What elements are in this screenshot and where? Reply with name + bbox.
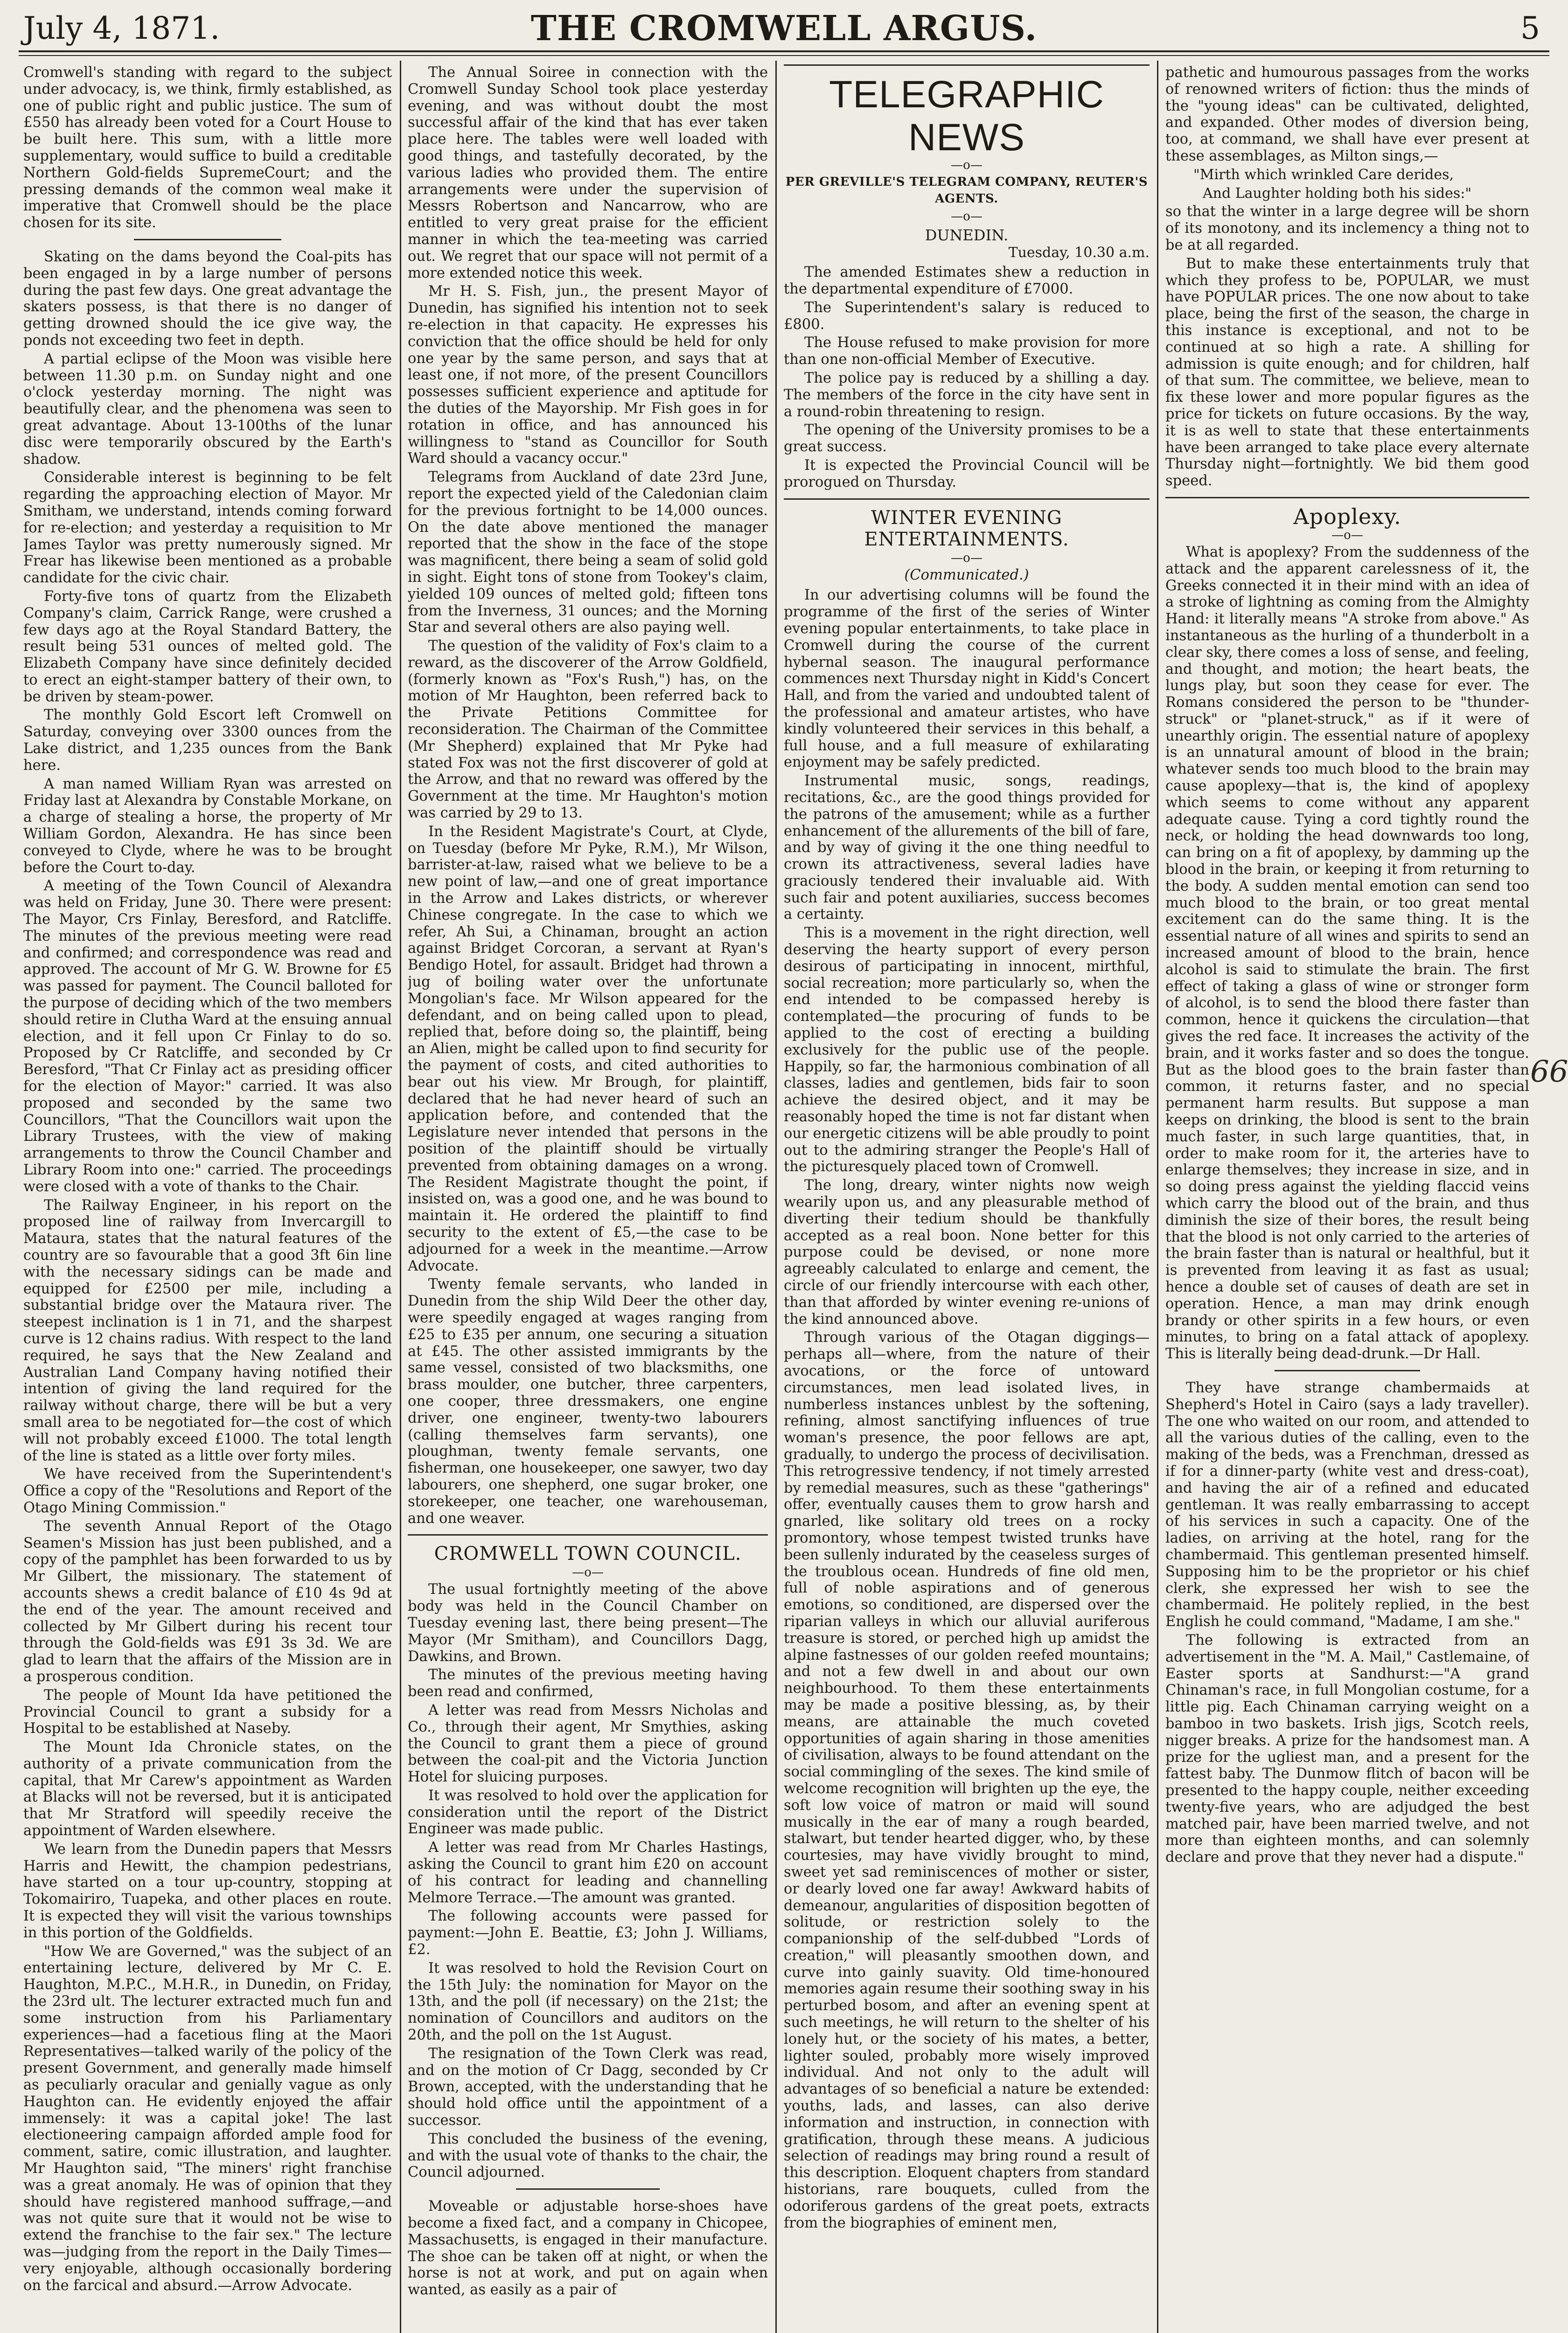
article-paragraph: The long, dreary, winter nights now weigh wearily upon us, and any pleasurable method of diverting their tedium should be thankfully accepted as a real boon. None better for this purpose could be devised, or none more agreeably calculated to enlarge and cement, the circle of our friendly intercourse with each other, than that afforded by winter evening re-unions of the kind announced above. bbox=[784, 1177, 1150, 1327]
masthead bbox=[0, 0, 1568, 51]
article-paragraph: The minutes of the previous meeting having been read and confirmed, bbox=[408, 1667, 768, 1700]
section-divider bbox=[784, 64, 1150, 66]
article-paragraph: Cromwell's standing with regard to the subject under advocacy, is, we think, firmly established, as one of public right and public justice. The sum of £550 has already been voted for a Court House to be built here. This sum, with a little more supplementary, would suffice to build a creditable Northern Gold-fields SupremeCourt; and the pressing demands of the common weal make it imperative that Cromwell should be the place chosen for its site. bbox=[23, 64, 392, 231]
page-number: 5 bbox=[1520, 10, 1540, 46]
column-rule bbox=[1157, 61, 1158, 2333]
section-divider bbox=[516, 2188, 660, 2190]
section-divider bbox=[408, 1534, 768, 1536]
section-divider bbox=[784, 498, 1150, 500]
dateline-city: DUNEDIN. bbox=[925, 226, 1009, 244]
ornament: —o— bbox=[951, 158, 983, 172]
article-paragraph: Telegrams from Auckland of date 23rd June, report the expected yield of the Caledonian claim for the previous fortnight to be 14,000 ounces. On the date above mentioned the manager reported that the show in the face of the stope was magnificent, there being a seam of solid gold in sight. Eight tons of stone from Tookey's claim, yielded 109 ounces of melted gold; fifteen tons from the Inverness, 31 ounces; and the Morning Star and several others are also paying well. bbox=[408, 469, 768, 636]
apoplexy-headline: Apoplexy. bbox=[1293, 503, 1401, 529]
article-paragraph: The seventh Annual Report of the Otago Seamen's Mission has just been published, and a copy of the pamphlet has been forwarded to us by Mr Gilbert, the missionary. The statement of accounts shews a credit balance of £10 4s 9d at the end of the year. The amount received and collected by Mr Gilbert during his recent tour through the Gold-fields was £91 3s 3d. We are glad to learn that the affairs of the Mission are in a prosperous condition. bbox=[23, 1518, 392, 1685]
council-headline: CROMWELL TOWN COUNCIL. bbox=[434, 1543, 742, 1565]
column-3 bbox=[784, 64, 1150, 2333]
article-paragraph: Instrumental music, songs, readings, recitations, &c., are the good things provided for the patrons of the amusement; while as a further enhancement of the allurements of the bill of fare, and by way of giving it the one thing needful to crown its attractiveness, several ladies have graciously tendered their invaluable aid. With such fair and potent auxiliaries, success becomes a certainty. bbox=[784, 773, 1150, 923]
newspaper-title: THE CROMWELL ARGUS. bbox=[530, 8, 1038, 49]
article-paragraph: The following is extracted from an advertisement in the "M. A. Mail," Castlemaine, of Easter sports at Sandhurst:—"A grand Chinaman's race, in full Mongolian costume, for a little pig. Each Chinaman carrying weight on a bamboo in two baskets. Irish jigs, Scotch reels, nigger breaks. A prize for the handsomest man. A prize for the ugliest man, and a present for the fattest baby. The Dunmow flitch of bacon will be presented to the happy couple, neither exceeding twenty-five years, who are adjudged the best matched pair, have been married twelve, and not more than eighteen months, and can solemnly declare and prove that they never had a dispute." bbox=[1165, 1632, 1529, 1866]
column-4 bbox=[1165, 64, 1529, 2333]
article-paragraph: We learn from the Dunedin papers that Messrs Harris and Hewitt, the champion pedestrians, have started on a tour up-country, stopping at Tokomairiro, Tuapeka, and other places en route. It is expected they will visit the various townships in this portion of the Goldfields. bbox=[23, 1841, 392, 1941]
article-paragraph: The following accounts were passed for payment:—John E. Beattie, £3; John J. Williams, £2. bbox=[408, 1908, 768, 1958]
article-paragraph: Considerable interest is beginning to be felt regarding the approaching election of Mayor. Mr Smitham, we understand, intends coming forward for re-election; and yesterday a requisition to Mr James Taylor was pretty numerously signed. Mr Frear has likewise been mentioned as a probable candidate for the civic chair. bbox=[23, 469, 392, 587]
telegram-item: The police pay is reduced by a shilling a day. The members of the force in the city have sent in a round-robin threatening to resign. bbox=[784, 370, 1150, 420]
article-paragraph: A letter was read from Messrs Nicholas and Co., through their agent, Mr Smythies, asking the Council to grant them a piece of ground between the coal-pit and the Victoria Junction Hotel for sluicing purposes. bbox=[408, 1702, 768, 1786]
telegraphic-news-headline: TELEGRAPHIC NEWS bbox=[829, 73, 1104, 159]
section-divider bbox=[1275, 1370, 1420, 1371]
telegram-item: The opening of the University promises to be a great success. bbox=[784, 422, 1150, 455]
ornament: —o— bbox=[572, 1565, 604, 1580]
article-paragraph: The question of the validity of Fox's claim to a reward, as the discoverer of the Arrow Goldfield, (formerly known as "Fox's Rush,") has, on the motion of Mr Haughton, been referred back to the Private Petitions Committee for reconsideration. The Chairman of the Committee (Mr Shepherd) explained that Mr Pyke had stated Fox was not the first discoverer of gold at the Arrow, and that no reward was offered by the Government at the time. Mr Haughton's motion was carried by 29 to 13. bbox=[408, 638, 768, 822]
article-paragraph: They have strange chambermaids at Shepherd's Hotel in Cairo (says a lady traveller). The one who waited on our room, and attended to all the various duties of the calling, even to the making of the beds, was a Frenchman, dressed as if for a dinner-party (white vest and dress-coat), and having the air of a refined and educated gentleman. It was really embarrassing to accept of his services in such a capacity. One of the ladies, on arriving at the hotel, rang for the chambermaid. This gentleman presented himself. Supposing him to be the proprietor or his chief clerk, she expressed her wish to see the chambermaid. He politely replied, in the best English he could command, "Madame, I am she." bbox=[1165, 1379, 1529, 1630]
article-paragraph: The resignation of the Town Clerk was read, and on the motion of Cr Dagg, seconded by Cr Brown, accepted, with the understanding that he should hold office until the appointment of a successor. bbox=[408, 2045, 768, 2129]
article-paragraph: Forty-five tons of quartz from the Elizabeth Company's claim, Carrick Range, were crushed a few days ago at the Royal Standard Battery, the result being 531 ounces of melted gold. The Elizabeth Company have since definitely decided to erect an eight-stamper battery of their own, to be driven by steam-power. bbox=[23, 588, 392, 705]
article-paragraph: A man named William Ryan was arrested on Friday last at Alexandra by Constable Morkane, on a charge of stealing a horse, the property of Mr William Gordon, Alexandra. He has since been conveyed to Clyde, where he was to be brought before the Court to-day. bbox=[23, 775, 392, 876]
column-2 bbox=[408, 64, 768, 2333]
column-rule bbox=[400, 61, 401, 2333]
section-divider bbox=[134, 239, 281, 240]
article-paragraph: Twenty female servants, who landed in Dunedin from the ship Wild Deer the other day, were speedily engaged at wages ranging from £25 to £35 per annum, one securing a situation at £45. The other assisted immigrants by the same vessel, consisted of two blacksmiths, one brass moulder, one butcher, three carpenters, one cooper, three dressmakers, one engine driver, one engineer, twenty-two labourers (calling themselves farm servants), one ploughman, twenty female servants, one fisherman, one housekeeper, one sawyer, two day labourers, one shepherd, one sugar broker, one storekeeper, one teacher, one warehouseman, and one weaver. bbox=[408, 1276, 768, 1527]
article-paragraph: But to make these entertainments truly that which they profess to be, POPULAR, we must have POPULAR prices. The one now about to take place, being the first of the season, the charge in this instance is exceptional, and not to be continued at so high a rate. A shilling for admission is quite enough; and for children, half of that sum. The committee, we believe, mean to fix these lower and more popular figures as the price for tickets on future occasions. By the way, it is as well to state that these entertainments have been arranged to take place every alternate Thursday night—fortnightly. We bid them good speed. bbox=[1165, 255, 1529, 489]
quoted-verse: And Laughter holding both his sides:" bbox=[1203, 185, 1472, 202]
masthead-rule-thin bbox=[19, 55, 1549, 56]
telegraphic-subheading: PER GREVILLE'S TELEGRAM COMPANY, REUTER'S AGENTS. bbox=[785, 175, 1148, 206]
masthead-rule bbox=[19, 50, 1549, 52]
article-paragraph: pathetic and humourous passages from the works of renowned writers of fiction: thus the minds of the "young ideas" can be cultivated, delighted, and expanded. Other modes of diversion being, too, at command, we shall have ever present at these assemblages, as Milton sings,— bbox=[1165, 64, 1529, 164]
ornament: —o— bbox=[951, 551, 983, 565]
article-paragraph: The Annual Soiree in connection with the Cromwell Sunday School took place yesterday evening, and was without doubt the most successful affair of the kind that has ever taken place here. The tables were well loaded with good things, and tastefully decorated, by the various ladies who provided them. The entire arrangements were under the supervision of Messrs Robertson and Nancarrow, who are entitled to very great praise for the efficient manner in which the tea-meeting was carried out. We regret that our space will not permit of a more extended notice this week. bbox=[408, 64, 768, 281]
article-paragraph: A partial eclipse of the Moon was visible here between 11.30 p.m. on Sunday night and one o'clock yesterday morning. The night was beautifully clear, and the phenomena was seen to great advantage. About 13-100ths of the lunar disc were temporarily obscured by the Earth's shadow. bbox=[23, 350, 392, 468]
telegram-item: The amended Estimates shew a reduction in the departmental expenditure of £7000. bbox=[784, 264, 1150, 297]
ornament: —o— bbox=[1331, 528, 1363, 542]
article-paragraph: What is apoplexy? From the suddenness of the attack and the apparent carelessness of it, the Greeks connected it in their mind with an idea of a stroke of lightning as coming from the Almighty Hand: it literally means "A stroke from above." As instantaneous as the hurling of a thunderbolt in a clear sky, there comes a loss of sense, and feeling, and thought, and motion; the heart beats, the lungs play, but soon they cease for ever. The Romans considered the person to be "thunder-struck" or "planet-struck," as if it were of unearthly origin. The essential nature of apoplexy is an unnatural amount of blood in the brain; whatever sends too much blood to the brain may cause apoplexy—that is, the kind of apoplexy which seems to come without any apparent adequate cause. Tying a cord tightly round the neck, or holding the head downwards too long, can bring on a fit of apoplexy, by damming up the blood in the brain, or keeping it from returning to the body. A sudden mental emotion can send too much blood to the brain, or too great mental excitement can do the same thing. It is the essential nature of all wines and spirits to send an increased amount of blood to the brain, hence alcohol is said to stimulate the brain. The first effect of taking a glass of wine or stronger form of alcohol, is to send the blood there faster than common, hence it quickens the circulation—that gives the red face. It increases the activity of the brain, and it works faster and so does the tongue. But as the blood goes to the brain faster than common, it returns faster, and no special permanent harm results. But suppose a man keeps on drinking, the blood is sent to the brain much faster, in such large quantities, that, in order to make room for it, the arteries have to enlarge themselves; they increase in size, and in so doing press against the yielding flaccid veins which carry the blood out of the brain, and thus diminish the size of their bores, the result being that the blood is not only carried to the arteries of the brain faster than is natural or healthful, but it is prevented from leaving it as fast as usual; hence a double set of causes of death are set in operation. Hence, a man may drink enough brandy or other spirits in a few hours, or even minutes, to bring on a fatal attack of apoplexy. This is literally being dead-drunk.—Dr Hall. bbox=[1165, 544, 1529, 1362]
handwritten-margin-note: 66 bbox=[1530, 1055, 1568, 1089]
article-paragraph: This concluded the business of the evening, and with the usual vote of thanks to the chair, the Council adjourned. bbox=[408, 2130, 768, 2181]
telegram-item: It is expected the Provincial Council will be prorogued on Thursday. bbox=[784, 457, 1150, 490]
article-paragraph: The Mount Ida Chronicle states, on the authority of a private communication from the capital, that Mr Carew's appointment as Warden at Blacks will not be reversed, but it is anticipated that Mr Stratford will speedily receive the appointment of Warden elsewhere. bbox=[23, 1739, 392, 1839]
article-paragraph: It was resolved to hold the Revision Court on the 15th July: the nomination for Mayor on the 13th, and the poll (if necessary) on the 21st; the nomination of Councillors and auditors on the 20th, and the poll on the 1st August. bbox=[408, 1960, 768, 2044]
communicated-label: (Communicated.) bbox=[904, 566, 1029, 583]
article-paragraph: This is a movement in the right direction, well deserving the hearty support of every person desirous of participating in innocent, mirthful, social recreation; more particularly so, when the end intended to be compassed hereby is contemplated—the procuring of funds to be applied to the cost of erecting a building exclusively for the public use of the people. Happily, so far, the harmonious combination of all classes, ladies and gentlemen, bids fair to soon achieve the desired object, and it may be reasonably hoped the time is not far distant when our energetic citizens will be able proudly to point out to the admiring stranger the People's Hall of the picturesquely placed town of Cromwell. bbox=[784, 925, 1150, 1175]
telegram-item: The House refused to make provision for more than one non-official Member of Executive. bbox=[784, 335, 1150, 368]
article-paragraph: A meeting of the Town Council of Alexandra was held on Friday, June 30. There were present: The Mayor, Crs Finlay, Beresford, and Ratcliffe. The minutes of the previous meeting were read and confirmed; and correspondence was read and approved. The account of Mr G. W. Browne for £5 was passed for payment. The Council balloted for the purpose of deciding which of the two members should retire in Clutha Ward at the ensuing annual election, and it fell upon Cr Finlay to do so. Proposed by Cr Ratcliffe, and seconded by Cr Beresford, "That Cr Finlay act as presiding officer for the election of Mayor:" carried. It was also proposed and seconded by the same two Councillors, "That the Councillors wait upon the Library Trustees, with the view of making arrangements to throw the Council Chamber and Library Room into one:" carried. The proceedings were closed with a vote of thanks to the Chair. bbox=[23, 878, 392, 1195]
winter-entertainments-headline: WINTER EVENING ENTERTAINMENTS. bbox=[864, 507, 1069, 550]
article-paragraph: Moveable or adjustable horse-shoes have become a fixed fact, and a company in Chicopee, Massachusetts, is engaged in their manufacture. The shoe can be taken off at night, or when the horse is not at work, and put on again when wanted, as easily as a pair of bbox=[408, 2198, 768, 2298]
article-paragraph: Mr H. S. Fish, jun., the present Mayor of Dunedin, has signified his intention not to seek re-election in that capacity. He expresses his conviction that the office should be held for only one year by the same person, and says that at least one, if not more, of the present Councillors possesses sufficient experience and aptitude for the duties of the Mayorship. Mr Fish goes in for rotation in office, and has announced his willingness to "stand as Councillor for South Ward should a vacancy occur." bbox=[408, 283, 768, 467]
telegram-item: The Superintendent's salary is reduced to £800. bbox=[784, 299, 1150, 333]
article-paragraph: In our advertising columns will be found the programme of the first of the series of Winter evening popular entertainments, to take place in Cromwell during the course of the current hybernal season. The inaugural performance commences next Thursday night in Kidd's Concert Hall, and from the varied and undoubted talent of the professional and amateur artistes, who have kindly volunteered their services in this behalf, a full house, and a full measure of exhilarating enjoyment may be safely predicted. bbox=[784, 587, 1150, 771]
article-paragraph: The usual fortnightly meeting of the above body was held in the Council Chamber on Tuesday evening last, there being present—The Mayor (Mr Smitham), and Councillors Dagg, Dawkins, and Brown. bbox=[408, 1581, 768, 1665]
article-paragraph: so that the winter in a large degree will be shorn of its monotony, and its inclemency a thing not to be at all regarded. bbox=[1165, 203, 1529, 253]
article-paragraph: The monthly Gold Escort left Cromwell on Saturday, conveying over 3300 ounces from the Lake district, and 1,235 ounces from the Bank here. bbox=[23, 707, 392, 774]
article-paragraph: Skating on the dams beyond the Coal-pits has been engaged in by a large number of persons during the past few days. One great advantage the skaters possess, is that there is no danger of getting drowned should the ice give way, the ponds not exceeding two feet in depth. bbox=[23, 248, 392, 349]
quoted-verse: "Mirth which wrinkled Care derides, bbox=[1193, 166, 1454, 183]
ornament: —o— bbox=[951, 209, 983, 224]
article-paragraph: It was resolved to hold over the application for consideration until the report of the District Engineer was made public. bbox=[408, 1787, 768, 1837]
column-1 bbox=[23, 64, 392, 2333]
column-rule bbox=[775, 61, 777, 2333]
article-paragraph: "How We are Governed," was the subject of an entertaining lecture, delivered by Mr C. E. Haughton, M.P.C., M.H.R., in Dunedin, on Friday, the 23rd ult. The lecturer extracted much fun and some instruction from his Parliamentary experiences—had a facetious fling at the Maori Representatives—talked warily of the policy of the present Government, and generally made himself as peculiarly oracular and genially vague as only Haughton can. He evidently enjoyed the affair immensely: it was a capital joke! The last electioneering campaign afforded ample food for comment, satire, comic illustration, and laughter. Mr Haughton said, "The miners' right franchise was a great anomaly. He was of opinion that they should have registered manhood suffrage,—and was not quite sure that it would not be wise to extend the franchise to the fair sex." The lecture was—judging from the report in the Daily Times—very enjoyable, although occasionally bordering on the farcical and absurd.—Arrow Advocate. bbox=[23, 1943, 392, 2294]
article-paragraph: In the Resident Magistrate's Court, at Clyde, on Tuesday (before Mr Pyke, R.M.), Mr Wilson, barrister-at-law, raised what we believe to be a new point of law,—and one of great importance in the Arrow and Lakes districts, or wherever Chinese congregate. In the case to which we refer, Ah Sui, a Chinaman, brought an action against Bridget Corcoran, a servant at Ryan's Bendigo Hotel, for assault. Bridget had thrown a jug of boiling water over the unfortunate Mongolian's face. Mr Wilson appeared for the defendant, and on being called upon to plead, replied that, before doing so, the plaintiff, being an Alien, might be called upon to find security for the payment of costs, and cited authorities to bear out his view. Mr Brough, for plaintiff, declared that he had never heard of such an application before, and contended that the Legislature never intended that persons in the position of the plaintiff should be virtually prevented from obtaining damages on a wrong. The Resident Magistrate thought the point, if insisted on, was a good one, and he was bound to maintain it. He ordered the plaintiff to find security to the extent of £5,—the case to be adjourned for a week in the meantime.—Arrow Advocate. bbox=[408, 823, 768, 1274]
dateline-time: Tuesday, 10.30 a.m. bbox=[1008, 244, 1150, 261]
article-paragraph: The Railway Engineer, in his report on the proposed line of railway from Invercargill to Mataura, states that the natural features of the country are so favourable that a good 3ft 6in line with the necessary sidings can be made and equipped for £2500 per mile, including a substantial bridge over the Mataura river. The steepest inclination is 1 in 71, and the sharpest curve is 12 chains radius. With respect to the land required, he says that the New Zealand and Australian Land Company having notified their intention of giving the land required for the railway without charge, there will be but a very small area to be negotiated for—the cost of which will not probably exceed £1000. The total length of the line is stated as a little over forty miles. bbox=[23, 1197, 392, 1464]
article-paragraph: A letter was read from Mr Charles Hastings, asking the Council to grant him £20 on account of his contract for leading and channelling Melmore Terrace.—The amount was granted. bbox=[408, 1839, 768, 1906]
article-paragraph: Through various of the Otagan diggings—perhaps all—where, from the nature of their avocations, or the force of untoward circumstances, men lead isolated lives, in numberless instances unblest by the softening, refining, almost sanctifying influences of true woman's presence, the poor fellows are apt, gradually, to undergo the process of decivilisation. This retrogressive tendency, if not timely arrested by remedial measures, such as these "gatherings" offer, eventually causes them to grow harsh and gnarled, like solitary old trees on a rocky promontory, whose tempest twisted trunks have been sullenly indurated by the ceaseless surges of the troublous ocean. Hundreds of fine old men, full of noble aspirations and of generous emotions, so conditioned, are dispersed over the riparian valleys in which our alluvial auriferous treasure is stored, or perched high up amidst the alpine fastnesses of our golden reefed mountains; and not a few dwell in and about our own neighbourhood. To them these entertainments may be made a positive blessing, as, by their means, are attainable the much coveted opportunities of again sharing in those amenities of civilisation, always to be found attendant on the social commingling of the sexes. The kind smile of welcome recognition will brighten up the eye, the soft low voice of matron or maid will sound musically in the ear of many a rough bearded, stalwart, but tender hearted digger, who, by these courtesies, may have vividly brought to mind, sweet yet sad reminiscences of mother or sister, or dearly loved one far away! Awkward habits of demeanour, angularities of disposition begotten of solitude, or restriction solely to the companionship of the self-dubbed "Lords of creation," will pleasantly smoothen down, and curve into gainly suavity. Old time-honoured memories again resume their soothing sway in his perturbed bosom, and after an evening spent at such meetings, he will return to the shelter of his lonely hut, or the society of his mates, a better, lighter souled, probably more wisely improved individual. And not only to the adult will advantages of so beneficial a nature be extended: youths, lads, and lasses, can also derive information and instruction, in connection with gratification, through these means. A judicious selection of readings may bring round a result of this description. Eloquent chapters from standard historians, rare bouquets, culled from the odoriferous gardens of the great poets, extracts from the biographies of eminent men, bbox=[784, 1329, 1150, 2231]
article-paragraph: The people of Mount Ida have petitioned the Provincial Council to grant a subsidy for a Hospital to be established at Naseby. bbox=[23, 1687, 392, 1737]
issue-date: July 4, 1871. bbox=[23, 10, 220, 46]
article-paragraph: We have received from the Superintendent's Office a copy of the "Resolutions and Report of the Otago Mining Commission." bbox=[23, 1466, 392, 1516]
section-divider bbox=[1165, 497, 1529, 498]
